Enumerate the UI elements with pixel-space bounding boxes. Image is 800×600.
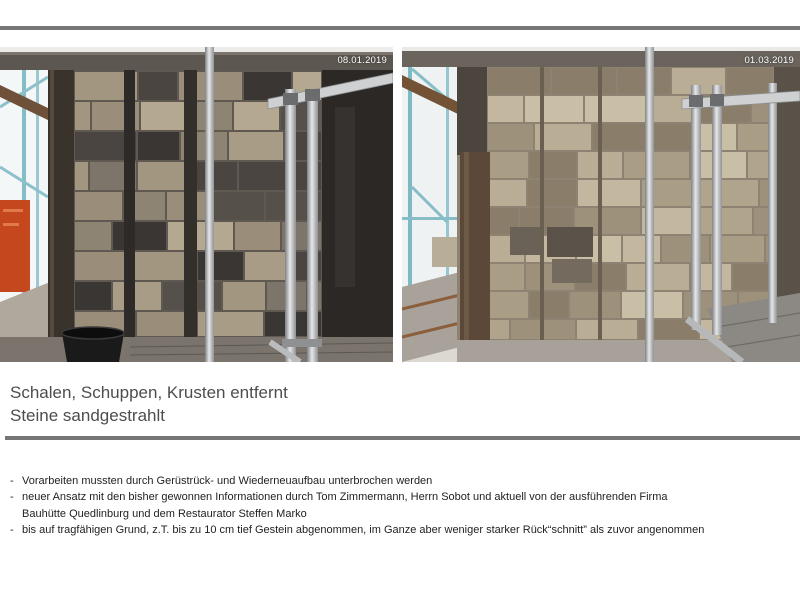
stone-block: [239, 162, 288, 190]
scaffold-pipe: [285, 89, 296, 362]
column-highlight: [50, 69, 54, 354]
stone-block: [113, 222, 166, 250]
photo-before: [0, 47, 393, 362]
stone-block: [623, 236, 660, 262]
scaffold-pipe: [691, 85, 701, 330]
scaffold-pipe: [712, 85, 722, 335]
dark-wall-section: [322, 69, 393, 341]
stone-block: [698, 208, 752, 234]
stone-block: [223, 282, 265, 310]
bucket-rim: [62, 327, 124, 339]
stone-wall: [488, 68, 773, 339]
scaffold-pipe: [645, 47, 654, 362]
dark-wall-recess: [335, 107, 355, 287]
stone-block: [488, 292, 528, 318]
top-divider: [0, 26, 800, 30]
stone-block: [662, 236, 709, 262]
stone-block: [647, 124, 695, 150]
stone-block: [488, 180, 526, 206]
stone-block: [141, 102, 191, 130]
dark-wall-section: [457, 65, 487, 155]
stone-block: [552, 68, 616, 94]
bullet-list: [10, 473, 795, 538]
stone-block: [624, 152, 689, 178]
sign-stripe: [3, 209, 23, 212]
scaffold-coupler: [710, 94, 724, 106]
stone-block: [727, 68, 773, 94]
top-beam: [402, 51, 800, 67]
stone-block: [207, 192, 264, 220]
bullet-text: neuer Ansatz mit den bisher gewonnen Informationen durch Tom Zimmermann, Herrn Sobot und aktuell von der ausführenden Firma: [22, 491, 668, 504]
stone-block: [530, 152, 576, 178]
stone-block: [235, 222, 280, 250]
stone-block: [627, 264, 689, 290]
stone-block: [75, 282, 111, 310]
stone-block: [488, 96, 523, 122]
stone-block: [488, 152, 528, 178]
photo-date: 08.01.2019: [337, 55, 387, 66]
orange-sign: [0, 200, 30, 292]
stone-block: [139, 72, 177, 100]
stone-block: [229, 132, 283, 160]
scaffold-pipe: [768, 83, 777, 323]
scaffold-coupler: [689, 95, 703, 107]
bullet-item: [10, 473, 795, 489]
stone-block: [525, 96, 583, 122]
dark-wall-section: [774, 65, 800, 325]
stone-block: [733, 264, 773, 290]
photo-after: [402, 47, 800, 362]
stone-block: [138, 132, 179, 160]
stone-block: [738, 124, 773, 150]
pillar-shadow: [540, 65, 544, 340]
dark-joint: [124, 69, 135, 337]
stone-block: [488, 124, 533, 150]
title-divider: [5, 436, 800, 440]
floor-left: [402, 272, 460, 362]
title-line: Steine sandgestrahlt: [10, 406, 165, 425]
photo-before-image: [0, 47, 393, 362]
stone-block: [245, 252, 292, 280]
stone-block: [585, 96, 650, 122]
loose-stone: [432, 237, 460, 267]
stone-block: [488, 320, 509, 339]
scaffold-coupler: [283, 93, 298, 105]
stone-block: [75, 252, 131, 280]
bullet-marker: -: [10, 523, 14, 536]
photo-after-image: [402, 47, 800, 362]
floor: [0, 337, 393, 362]
scaffold-base: [282, 339, 322, 347]
photo-date: 01.03.2019: [744, 55, 794, 66]
sign-stripe: [3, 223, 19, 226]
bullet-marker: -: [10, 475, 14, 487]
pillar-shadow: [598, 65, 602, 340]
stone-block: [75, 102, 90, 130]
stone-block: [138, 162, 191, 190]
outer-scaffold-rail: [402, 217, 460, 220]
bullet-text: Vorarbeiten mussten durch Gerüstrück- und Wiederneuaufbau unterbrochen werden: [22, 475, 433, 487]
stone-block: [168, 222, 233, 250]
stone-block: [578, 180, 640, 206]
bullet-item: [10, 522, 795, 538]
bullet-text: Bauhütte Quedlinburg und dem Restaurator Steffen Marko: [22, 507, 307, 520]
scaffold-pipe: [307, 89, 318, 362]
slide-title: [10, 381, 288, 427]
top-beam-edge: [0, 52, 393, 55]
title-line: Schalen, Schuppen, Krusten entfernt: [10, 383, 288, 402]
scaffold-coupler: [305, 89, 320, 101]
stone-block: [528, 180, 576, 206]
stone-block: [530, 292, 568, 318]
dark-joint: [184, 69, 197, 337]
bullet-item: [10, 489, 795, 522]
dark-stone: [510, 227, 540, 255]
stone-block: [75, 162, 88, 190]
dark-stone: [547, 227, 593, 257]
stone-block: [75, 222, 111, 250]
column-highlight: [464, 152, 469, 342]
stone-block: [198, 252, 243, 280]
stone-block: [75, 192, 122, 220]
dark-stone: [552, 259, 592, 283]
stone-block: [570, 292, 620, 318]
stone-block: [113, 282, 161, 310]
stone-block: [694, 180, 758, 206]
stone-block: [618, 68, 670, 94]
stone-block: [193, 162, 237, 190]
stone-block: [488, 264, 524, 290]
bullet-text: bis auf tragfähigen Grund, z.T. bis zu 10 cm tief Gestein abgenommen, im Ganze aber weniger starker Rück“schnitt” als zuvor angenommen: [22, 523, 705, 536]
scaffold-pipe: [205, 47, 214, 362]
stone-block: [577, 320, 637, 339]
bullet-marker: -: [10, 491, 14, 504]
